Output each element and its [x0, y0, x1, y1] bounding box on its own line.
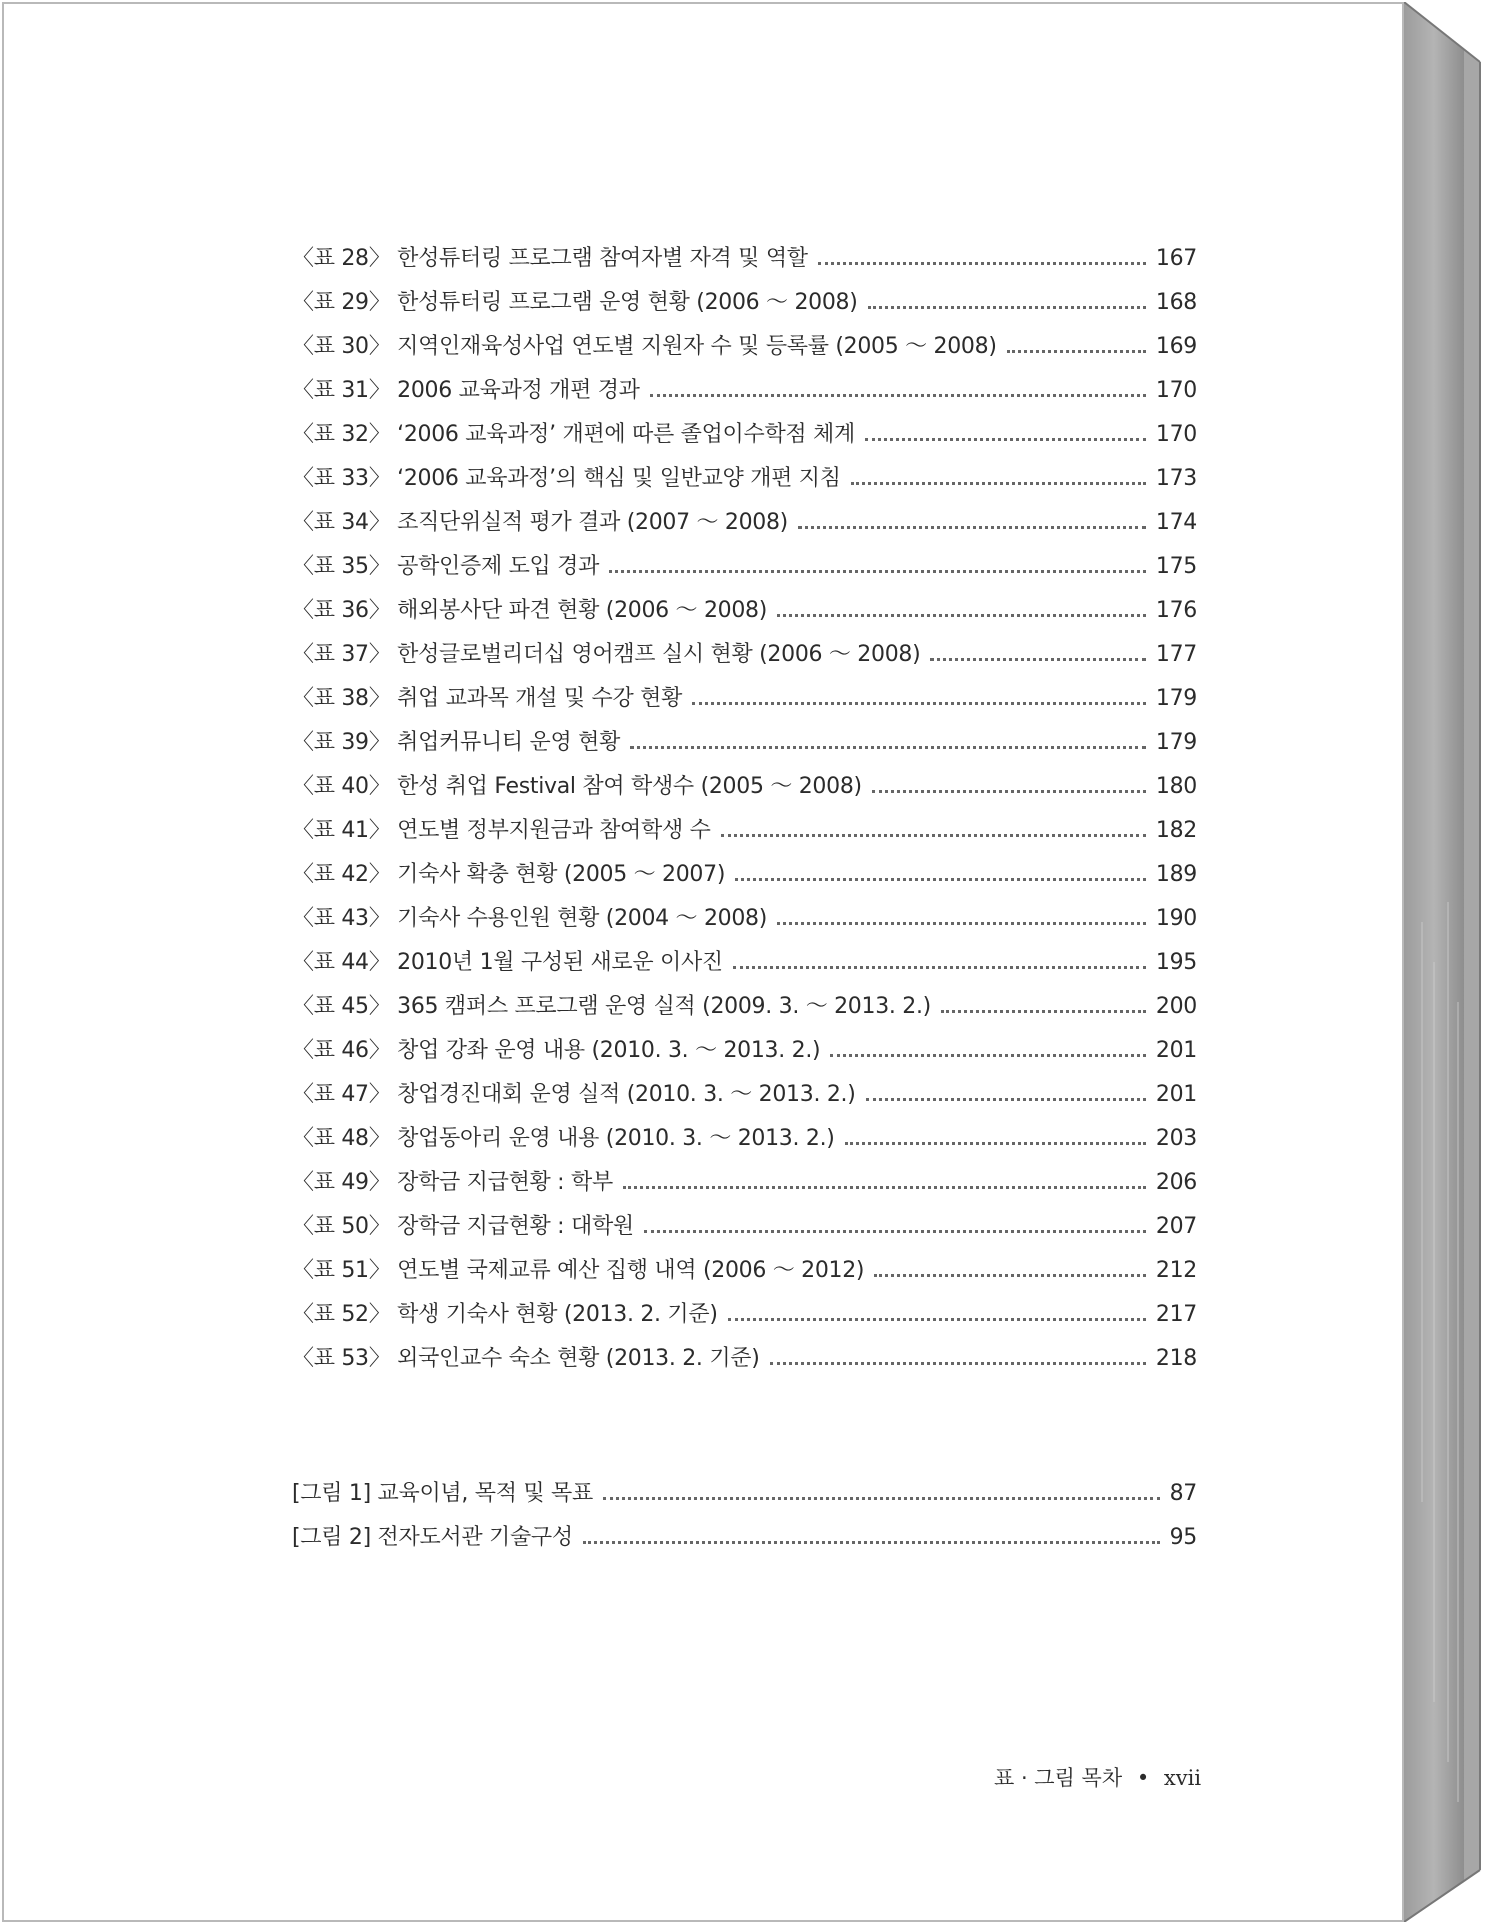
- table-entry: [292, 1337, 1197, 1381]
- table-entry-label: 〈표 38〉 취업 교과목 개설 및 수강 현황: [292, 686, 683, 711]
- dot-leader: [777, 612, 1146, 617]
- table-entry-page-number: 206: [1155, 1170, 1197, 1195]
- table-entry: [292, 1293, 1197, 1337]
- dot-leader: [868, 304, 1146, 309]
- table-entry: [292, 1205, 1197, 1249]
- table-entry-label: 〈표 29〉 한성튜터링 프로그램 운영 현황 (2006 ～ 2008): [292, 290, 858, 315]
- table-entry-page-number: 175: [1155, 554, 1197, 579]
- table-entry-page-number: 207: [1155, 1214, 1197, 1239]
- table-entry-label: 〈표 36〉 해외봉사단 파견 현황 (2006 ～ 2008): [292, 598, 768, 623]
- table-entry: [292, 281, 1197, 325]
- table-entry-page-number: 195: [1155, 950, 1197, 975]
- table-entry: [292, 677, 1197, 721]
- dot-leader: [865, 436, 1146, 441]
- table-entry-label: 〈표 30〉 지역인재육성사업 연도별 지원자 수 및 등록률 (2005 ～ 2008): [292, 334, 997, 359]
- table-entry-label: 〈표 51〉 연도별 국제교류 예산 집행 내역 (2006 ～ 2012): [292, 1258, 865, 1283]
- table-entry-page-number: 173: [1155, 466, 1197, 491]
- figure-entry-page-number: 95: [1169, 1525, 1197, 1550]
- table-entry-page-number: 180: [1155, 774, 1197, 799]
- table-entry-label: 〈표 53〉 외국인교수 숙소 현황 (2013. 2. 기준): [292, 1346, 760, 1371]
- table-entry-label: 〈표 34〉 조직단위실적 평가 결과 (2007 ～ 2008): [292, 510, 788, 535]
- table-entry: [292, 237, 1197, 281]
- book-page-edges: [1404, 2, 1504, 1922]
- dot-leader: [721, 832, 1146, 837]
- table-entry-label: 〈표 52〉 학생 기숙사 현황 (2013. 2. 기준): [292, 1302, 718, 1327]
- dot-leader: [770, 1360, 1146, 1365]
- table-entry: [292, 501, 1197, 545]
- dot-leader: [777, 920, 1146, 925]
- table-entry: [292, 941, 1197, 985]
- table-entry-label: 〈표 50〉 장학금 지급현황 : 대학원: [292, 1214, 634, 1239]
- table-entry: [292, 809, 1197, 853]
- dot-leader: [609, 568, 1146, 573]
- figure-entry-label: [그림 1] 교육이념, 목적 및 목표: [292, 1481, 593, 1506]
- table-entry-label: 〈표 40〉 한성 취업 Festival 참여 학생수 (2005 ～ 2008): [292, 774, 862, 799]
- table-entry: [292, 633, 1197, 677]
- table-entry-label: 〈표 48〉 창업동아리 운영 내용 (2010. 3. ～ 2013. 2.): [292, 1126, 835, 1151]
- table-entry-label: 〈표 37〉 한성글로벌리더십 영어캠프 실시 현황 (2006 ～ 2008): [292, 642, 921, 667]
- dot-leader: [798, 524, 1146, 529]
- table-entry-page-number: 203: [1155, 1126, 1197, 1151]
- table-entry-page-number: 182: [1155, 818, 1197, 843]
- table-entry: [292, 853, 1197, 897]
- table-entry-page-number: 174: [1155, 510, 1197, 535]
- table-entry: [292, 1073, 1197, 1117]
- table-entry-label: 〈표 41〉 연도별 정부지원금과 참여학생 수: [292, 818, 711, 843]
- table-entry-label: 〈표 46〉 창업 강좌 운영 내용 (2010. 3. ～ 2013. 2.): [292, 1038, 821, 1063]
- table-entry: [292, 545, 1197, 589]
- footer-page-number: xvii: [1163, 1766, 1202, 1790]
- dot-leader: [845, 1140, 1146, 1145]
- dot-leader: [603, 1495, 1160, 1500]
- table-entry-label: 〈표 44〉 2010년 1월 구성된 새로운 이사진: [292, 950, 723, 975]
- dot-leader: [623, 1184, 1146, 1189]
- figure-entry: [292, 1472, 1197, 1516]
- table-entry-page-number: 218: [1155, 1346, 1197, 1371]
- table-entry-page-number: 201: [1155, 1038, 1197, 1063]
- table-entry: [292, 985, 1197, 1029]
- page-footer: [994, 1762, 1201, 1792]
- table-entry: [292, 1029, 1197, 1073]
- table-entry: [292, 325, 1197, 369]
- table-entry-label: 〈표 42〉 기숙사 확충 현황 (2005 ～ 2007): [292, 862, 726, 887]
- dot-leader: [650, 392, 1146, 397]
- table-entry-page-number: 177: [1155, 642, 1197, 667]
- dot-leader: [818, 260, 1146, 265]
- table-entry-page-number: 168: [1155, 290, 1197, 315]
- figure-entry-page-number: 87: [1169, 1481, 1197, 1506]
- table-entry-label: 〈표 32〉 ‘2006 교육과정’ 개편에 따른 졸업이수학점 체계: [292, 422, 855, 447]
- table-entry-page-number: 189: [1155, 862, 1197, 887]
- dot-leader: [630, 744, 1146, 749]
- table-entry-page-number: 170: [1155, 378, 1197, 403]
- table-entry-page-number: 176: [1155, 598, 1197, 623]
- table-entry-label: 〈표 43〉 기숙사 수용인원 현황 (2004 ～ 2008): [292, 906, 768, 931]
- table-entry-page-number: 169: [1155, 334, 1197, 359]
- table-entry: [292, 721, 1197, 765]
- table-entry: [292, 457, 1197, 501]
- table-entry-label: 〈표 31〉 2006 교육과정 개편 경과: [292, 378, 640, 403]
- table-list: [292, 237, 1197, 1381]
- table-entry-page-number: 201: [1155, 1082, 1197, 1107]
- table-entry: [292, 765, 1197, 809]
- footer-section-title: 표 · 그림 목차: [994, 1766, 1123, 1790]
- figure-entry: [292, 1516, 1197, 1560]
- table-entry-label: 〈표 28〉 한성튜터링 프로그램 참여자별 자격 및 역할: [292, 246, 808, 271]
- table-entry-label: 〈표 33〉 ‘2006 교육과정’의 핵심 및 일반교양 개편 지침: [292, 466, 841, 491]
- table-entry-label: 〈표 49〉 장학금 지급현황 : 학부: [292, 1170, 613, 1195]
- dot-leader: [930, 656, 1146, 661]
- table-entry: [292, 1249, 1197, 1293]
- dot-leader: [851, 480, 1146, 485]
- dot-leader: [941, 1008, 1146, 1013]
- table-entry: [292, 589, 1197, 633]
- table-entry: [292, 369, 1197, 413]
- table-entry-page-number: 179: [1155, 686, 1197, 711]
- table-entry-label: 〈표 35〉 공학인증제 도입 경과: [292, 554, 600, 579]
- table-entry-page-number: 212: [1155, 1258, 1197, 1283]
- figure-entry-label: [그림 2] 전자도서관 기술구성: [292, 1525, 573, 1550]
- table-entry-page-number: 200: [1155, 994, 1197, 1019]
- dot-leader: [866, 1096, 1146, 1101]
- dot-leader: [874, 1272, 1146, 1277]
- table-entry: [292, 413, 1197, 457]
- table-entry-label: 〈표 39〉 취업커뮤니티 운영 현황: [292, 730, 621, 755]
- dot-leader: [872, 788, 1146, 793]
- table-entry: [292, 1117, 1197, 1161]
- dot-leader: [733, 964, 1146, 969]
- dot-leader: [1007, 348, 1146, 353]
- dot-leader: [644, 1228, 1146, 1233]
- table-entry: [292, 1161, 1197, 1205]
- dot-leader: [735, 876, 1146, 881]
- dot-leader: [583, 1539, 1160, 1544]
- table-entry-label: 〈표 45〉 365 캠퍼스 프로그램 운영 실적 (2009. 3. ～ 2013. 2.): [292, 994, 931, 1019]
- page-edges-graphic: [1404, 2, 1504, 1922]
- table-entry-label: 〈표 47〉 창업경진대회 운영 실적 (2010. 3. ～ 2013. 2.): [292, 1082, 856, 1107]
- figure-list: [292, 1472, 1197, 1560]
- table-entry-page-number: 217: [1155, 1302, 1197, 1327]
- table-entry-page-number: 179: [1155, 730, 1197, 755]
- dot-leader: [728, 1316, 1146, 1321]
- footer-bullet: •: [1136, 1766, 1150, 1790]
- table-entry-page-number: 190: [1155, 906, 1197, 931]
- table-entry-page-number: 170: [1155, 422, 1197, 447]
- table-entry: [292, 897, 1197, 941]
- table-entry-page-number: 167: [1155, 246, 1197, 271]
- dot-leader: [830, 1052, 1146, 1057]
- document-page: [2, 2, 1404, 1922]
- dot-leader: [692, 700, 1146, 705]
